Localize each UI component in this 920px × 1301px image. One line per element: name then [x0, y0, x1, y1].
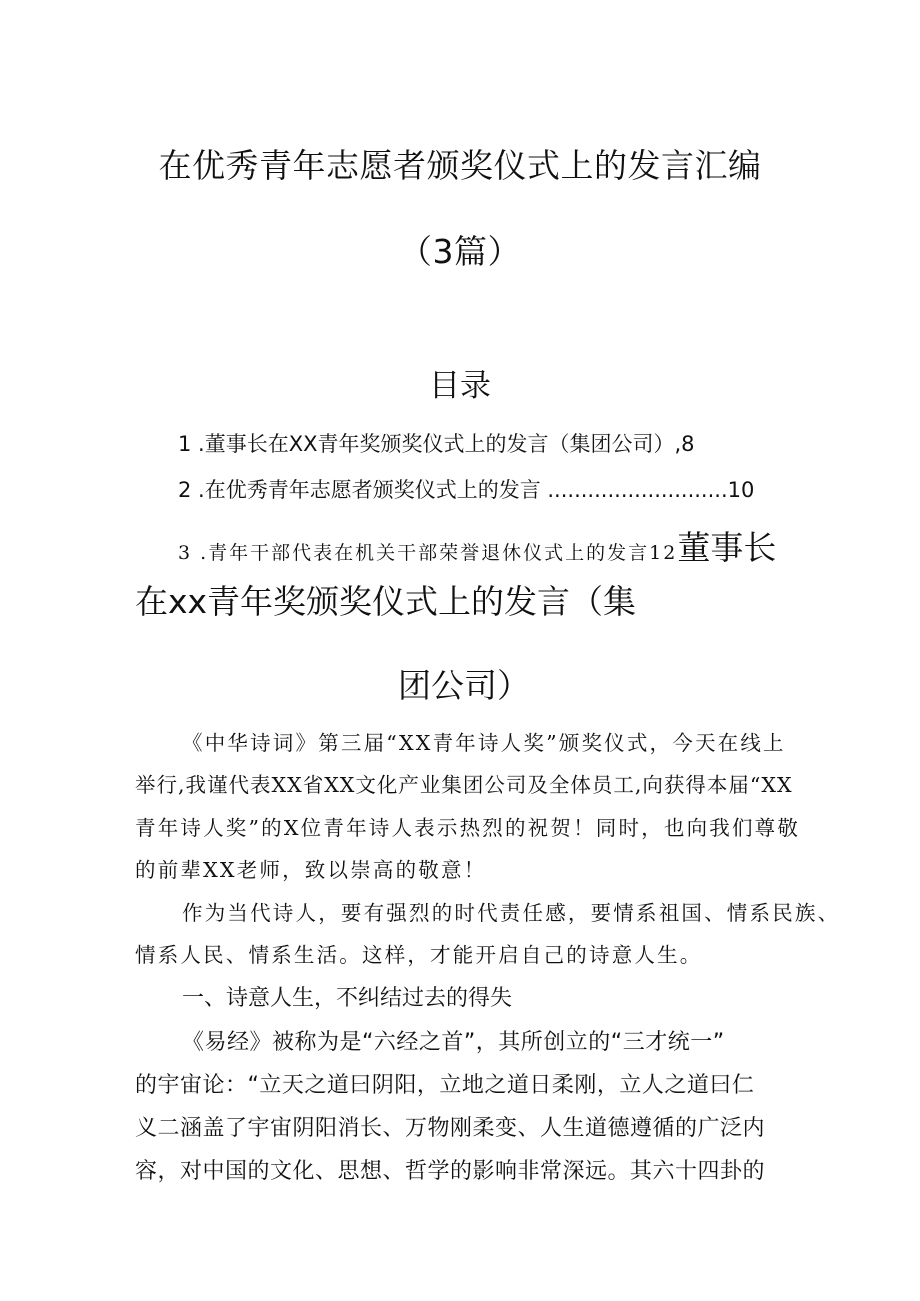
toc-item-1: 1 .董事长在XX青年奖颁奖仪式上的发言（集团公司）,8: [178, 432, 695, 456]
paragraph-2-line-2: 情系人民、情系生活。这样，才能开启自己的诗意人生。: [135, 943, 703, 967]
paragraph-3-line-1: 《易经》被称为是“六经之首”，其所创立的“三才统一”: [182, 1030, 725, 1055]
toc-item-2: 2 .在优秀青年志愿者颁奖仪式上的发言 ...........................10: [178, 478, 755, 502]
document-title: 在优秀青年志愿者颁奖仪式上的发言汇编: [158, 146, 762, 185]
paragraph-1-line-1: 《中华诗词》第三届“XX青年诗人奖”颁奖仪式，今天在线上: [182, 731, 786, 755]
section-title-line2: 在xx青年奖颁奖仪式上的发言（集: [135, 582, 637, 621]
toc-heading: 目录: [429, 368, 491, 404]
section-heading-1: 一、诗意人生，不纠结过去的得失: [182, 986, 513, 1011]
toc-item-3: 3 .青年干部代表在机关干部荣誉退休仪式上的发言12: [178, 542, 678, 564]
paragraph-3-line-4: 容，对中国的文化、思想、哲学的影响非常深远。其六十四卦的: [135, 1159, 766, 1184]
document-subtitle: （3篇）: [399, 232, 521, 271]
paragraph-3-line-2: 的宇宙论：“立天之道曰阴阳，立地之道日柔刚，立人之道曰仁: [135, 1073, 755, 1098]
paragraph-2-line-1: 作为当代诗人，要有强烈的时代责任感，要情系祖国、情系民族、: [182, 901, 841, 925]
toc-item-3-line: [178, 522, 776, 569]
section-title-line3: 团公司）: [398, 666, 530, 705]
section-title-start: 董事长: [677, 528, 777, 567]
paragraph-3-line-3: 义二涵盖了宇宙阴阳消长、万物刚柔变、人生道德遵循的广泛内: [135, 1116, 766, 1141]
paragraph-1-line-2: 举行,我谨代表XX省XX文化产业集团公司及全体员工,向获得本届“XX: [135, 773, 793, 797]
paragraph-1-line-4: 的前辈XX老师，致以崇高的敬意！: [135, 858, 487, 882]
paragraph-1-line-3: 青年诗人奖”的X位青年诗人表示热烈的祝贺！同时，也向我们尊敬: [135, 816, 801, 840]
